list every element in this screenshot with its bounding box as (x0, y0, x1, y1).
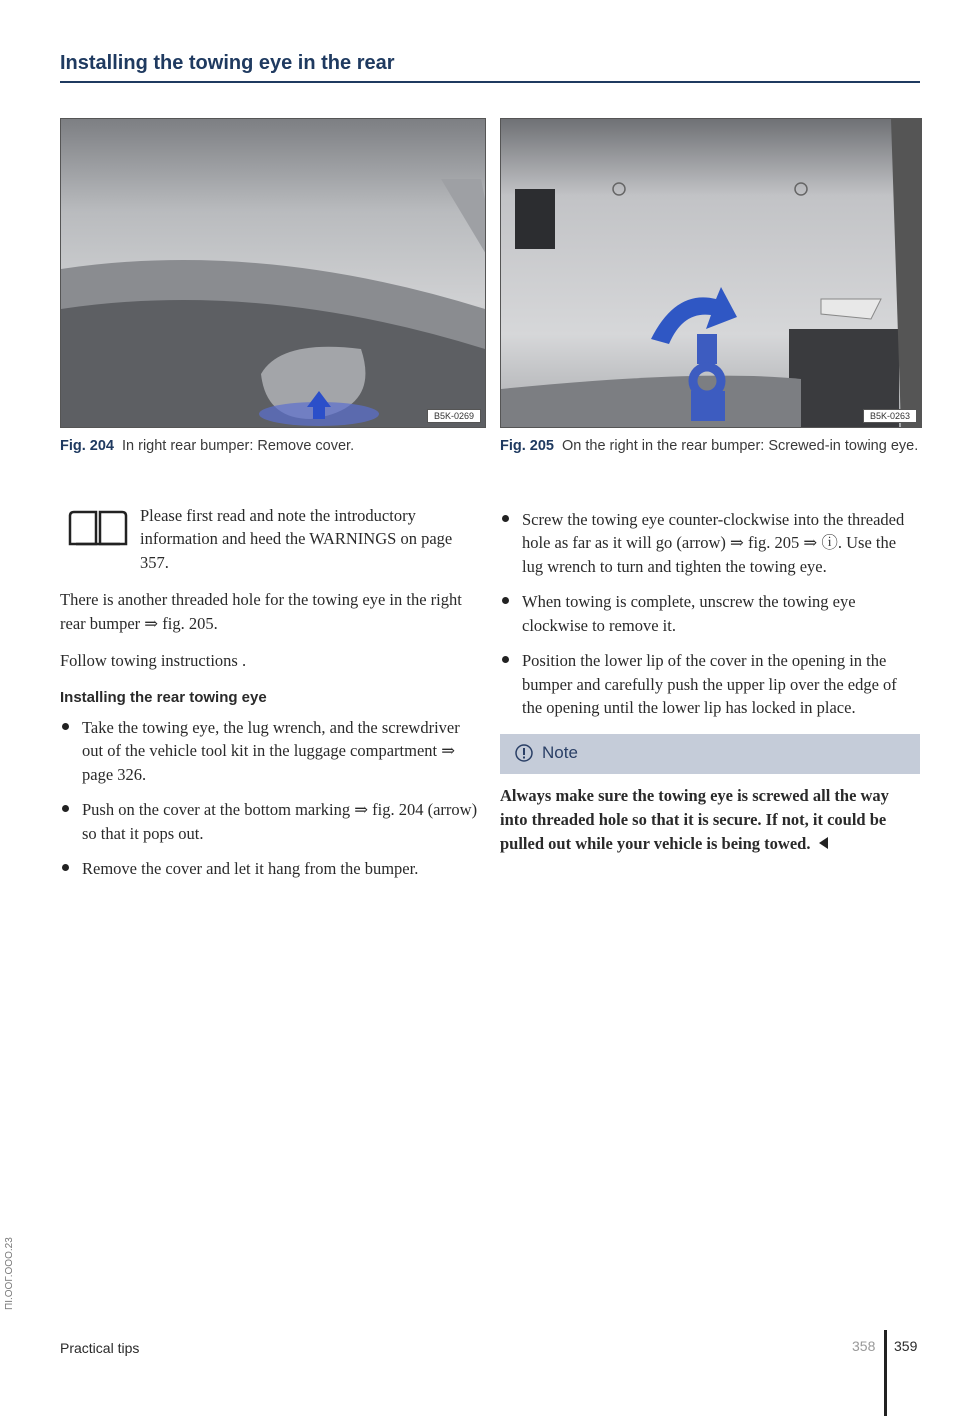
bullet-icon (62, 864, 69, 871)
right-column (522, 508, 920, 731)
note-title: Note (542, 743, 578, 762)
left-column (60, 504, 480, 892)
figure-label: Fig. 205 (500, 438, 554, 454)
bullet-icon (502, 515, 509, 522)
list-item-text: Push on the cover at the bottom marking ⇒ fig. 204 (arrow) so that it pops out. (82, 800, 478, 843)
bullet-icon (62, 805, 69, 812)
page-divider (884, 1330, 887, 1416)
note-body: Always make sure the towing eye is screwed all the way into threaded hole so that it is secure. If not, it could be pulled out while your vehicle is being towed. (500, 786, 889, 853)
list-item-text: When towing is complete, unscrew the towing eye clockwise to remove it. (522, 592, 856, 635)
list-item-text: Take the towing eye, the lug wrench, and the screwdriver out of the vehicle tool kit in the luggage compartment ⇒ page 326. (82, 717, 460, 784)
book-icon (66, 508, 130, 548)
figure-code: B5K-0269 (427, 409, 481, 423)
list-item (522, 649, 920, 719)
paragraph: Follow towing instructions . (60, 651, 247, 671)
towing-eye-illustration (501, 119, 921, 427)
list-item (82, 857, 480, 880)
side-reference: ΠΙ.ΟΟΓ.ΟΟΟ.23 (4, 1237, 15, 1310)
page-number-left: 358 (852, 1338, 876, 1354)
list-item-text: Remove the cover and let it hang from the bumper. (82, 858, 419, 878)
list-item (522, 508, 920, 578)
intro-text: Please first read and note the introductory information and heed the WARNINGS on page 357. (140, 506, 453, 572)
caption-text: In right rear bumper: Remove cover. (122, 438, 355, 454)
figure-205-caption (500, 436, 920, 457)
bullet-icon (502, 597, 509, 604)
bullet-icon (502, 656, 509, 663)
page-number-right: 359 (894, 1338, 918, 1354)
paragraph: There is another threaded hole for the towing eye in the right rear bumper ⇒ fig. 205. (60, 590, 462, 633)
list-item-text: Position the lower lip of the cover in the opening in the bumper and carefully push the upper lip over the edge of the opening until the lower lip has locked in place. (522, 651, 897, 717)
note-header (500, 734, 920, 774)
figure-204-caption (60, 436, 490, 457)
end-marker-icon (819, 837, 828, 849)
list-item (82, 798, 480, 845)
page-title: Installing the towing eye in the rear (60, 52, 920, 83)
bullet-icon (62, 723, 69, 730)
footer-section: Practical tips (60, 1340, 140, 1356)
list-item (522, 590, 920, 637)
bumper-cover-illustration (61, 119, 485, 427)
info-icon (514, 743, 534, 763)
intro-paragraph (60, 504, 480, 574)
subheading: Installing the rear towing eye (60, 688, 267, 706)
figure-label: Fig. 204 (60, 438, 114, 454)
figure-205-photo (500, 118, 922, 428)
note-text (500, 784, 920, 856)
figure-204-photo (60, 118, 486, 428)
list-item (82, 716, 480, 786)
caption-text: On the right in the rear bumper: Screwed-in towing eye. (562, 438, 919, 454)
figure-code: B5K-0263 (863, 409, 917, 423)
list-item-text: Screw the towing eye counter-clockwise into the threaded hole as far as it will go (arrow) ⇒ fig. 205 ⇒ ⓘ. Use the lug wrench to turn and tighten the towing eye. (522, 510, 905, 576)
